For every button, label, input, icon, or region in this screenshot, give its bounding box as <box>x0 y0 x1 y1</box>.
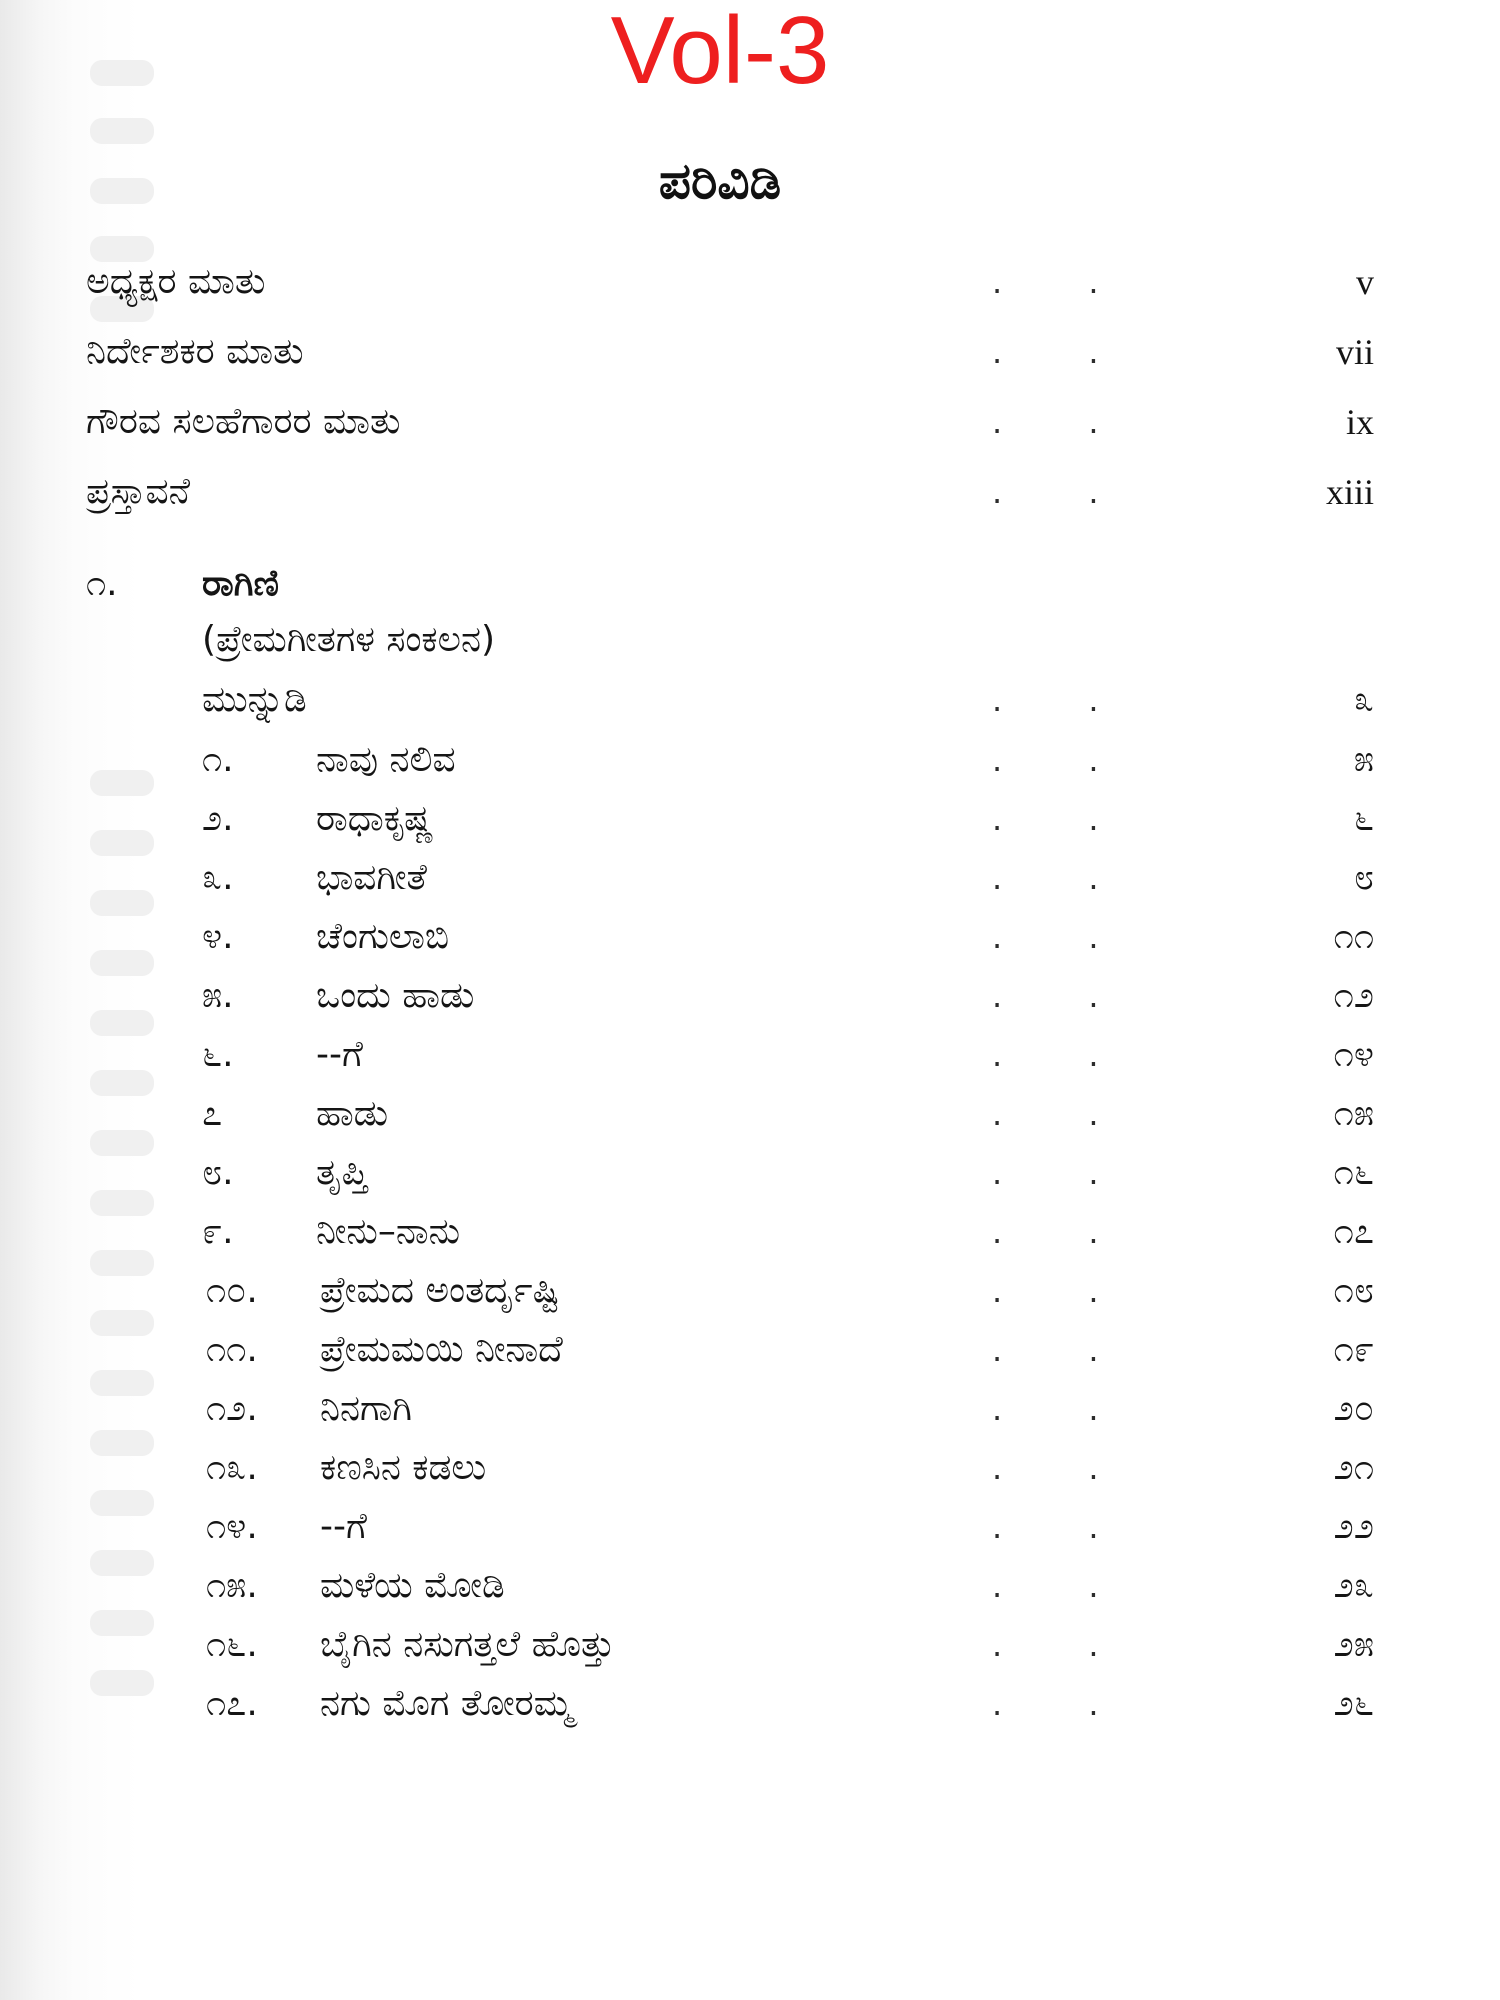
page-number: ೬ <box>1353 798 1374 839</box>
dot-leader: . . <box>992 473 1137 511</box>
entry-title: ಪ್ರೇಮದ ಅಂತರ್ದೃಷ್ಟಿ <box>320 1270 560 1311</box>
toc-entry <box>0 1379 1500 1439</box>
dot-leader: . . <box>992 403 1137 441</box>
dot-leader: . . <box>992 681 1137 719</box>
entry-number: ೬. <box>202 1034 234 1075</box>
contents-heading: ಪರಿವಿಡಿ <box>658 152 782 210</box>
section-number: ೧. <box>86 563 118 604</box>
toc-entry-preface <box>0 670 1500 730</box>
volume-label: Vol-3 <box>610 0 830 104</box>
toc-entry <box>0 1438 1500 1498</box>
page-number: ೨೩ <box>1333 1565 1374 1606</box>
entry-number: ೧೦. <box>206 1270 258 1311</box>
dot-leader: . . <box>992 1685 1137 1723</box>
entry-title: ನಾವು ನಲಿವ <box>316 739 456 780</box>
toc-entry <box>0 907 1500 967</box>
page-number: ೧೧ <box>1333 916 1374 957</box>
toc-entry-front-matter <box>0 392 1500 452</box>
entry-number: ೧೫. <box>206 1565 258 1606</box>
dot-leader: . . <box>992 1449 1137 1487</box>
dot-leader: . . <box>992 1154 1137 1192</box>
toc-entry <box>0 966 1500 1026</box>
entry-number: ೧೭. <box>206 1683 258 1724</box>
dot-leader: . . <box>992 1272 1137 1310</box>
entry-number: ೨. <box>202 798 234 839</box>
entry-title: ನೀನು–ನಾನು <box>316 1211 461 1252</box>
dot-leader: . . <box>992 859 1137 897</box>
entry-title: ತೃಪ್ತಿ <box>316 1152 368 1193</box>
toc-entry-front-matter <box>0 252 1500 312</box>
entry-number: ೪. <box>202 916 234 957</box>
toc-entry <box>0 848 1500 908</box>
entry-title: ಮಳೆಯ ಮೋಡಿ <box>320 1565 505 1606</box>
entry-title: ರಾಧಾಕೃಷ್ಣ <box>316 798 434 839</box>
dot-leader: . . <box>992 977 1137 1015</box>
entry-title: ಗೌರವ ಸಲಹೆಗಾರರ ಮಾತು <box>86 401 401 442</box>
entry-title: ನಿನಗಾಗಿ <box>320 1388 412 1429</box>
page-number: ೨೬ <box>1333 1683 1374 1724</box>
entry-number: ೭ <box>202 1093 223 1134</box>
entry-title: ಚೆಂಗುಲಾಬಿ <box>316 916 450 957</box>
dot-leader: . . <box>992 1213 1137 1251</box>
dot-leader: . . <box>992 1567 1137 1605</box>
page-number: ೨೧ <box>1333 1447 1374 1488</box>
entry-title: --ಗೆ <box>320 1506 367 1547</box>
toc-entry <box>0 1202 1500 1262</box>
toc-entry-front-matter <box>0 462 1500 522</box>
page-number: ೨೫ <box>1333 1624 1374 1665</box>
dot-leader: . . <box>992 1036 1137 1074</box>
entry-number: ೧೧. <box>206 1329 258 1370</box>
section-header <box>0 554 1500 614</box>
page-number: ೫ <box>1353 739 1374 780</box>
section-subtitle: (ಪ್ರೇಮಗೀತಗಳ ಸಂಕಲನ) <box>202 619 496 660</box>
dot-leader: . . <box>992 1095 1137 1133</box>
dot-leader: . . <box>992 800 1137 838</box>
section-title: ರಾಗಿಣಿ <box>202 563 279 604</box>
entry-title: --ಗೆ <box>316 1034 363 1075</box>
entry-title: ಭಾವಗೀತೆ <box>316 857 427 898</box>
page-number: vii <box>1335 332 1374 372</box>
page-number: ೧೬ <box>1333 1152 1374 1193</box>
entry-number: ೮. <box>202 1152 234 1193</box>
entry-title: ಹಾಡು <box>316 1093 389 1134</box>
entry-title: ಪ್ರೇಮಮಯಿ ನೀನಾದೆ <box>320 1329 563 1370</box>
page-number: ೧೪ <box>1333 1034 1374 1075</box>
entry-title: ಅಧ್ಯಕ್ಷರ ಮಾತು <box>86 261 266 302</box>
page-number: ೨೦ <box>1333 1388 1374 1429</box>
toc-entry <box>0 1320 1500 1380</box>
page-number: v <box>1356 262 1374 302</box>
dot-leader: . . <box>992 1331 1137 1369</box>
entry-number: ೧೪. <box>206 1506 258 1547</box>
page-number: ೧೭ <box>1333 1211 1374 1252</box>
page-number: ೨೨ <box>1333 1506 1374 1547</box>
page-number: ೧೫ <box>1333 1093 1374 1134</box>
dot-leader: . . <box>992 333 1137 371</box>
entry-title: ನಗು ಮೊಗ ತೋರಮ್ಮ <box>320 1683 573 1724</box>
entry-title: ಒಂದು ಹಾಡು <box>316 975 475 1016</box>
dot-leader: . . <box>992 918 1137 956</box>
page-number: ೩ <box>1353 679 1374 720</box>
entry-number: ೧೬. <box>206 1624 258 1665</box>
page-number: ೧೯ <box>1333 1329 1374 1370</box>
toc-entry <box>0 789 1500 849</box>
toc-entry <box>0 1497 1500 1557</box>
entry-number: ೧೩. <box>206 1447 258 1488</box>
toc-entry-front-matter <box>0 322 1500 382</box>
toc-entry <box>0 730 1500 790</box>
dot-leader: . . <box>992 1390 1137 1428</box>
entry-number: ೧೨. <box>206 1388 258 1429</box>
section-subtitle-row <box>0 610 1500 670</box>
dot-leader: . . <box>992 263 1137 301</box>
dot-leader: . . <box>992 1508 1137 1546</box>
page-number: ೮ <box>1353 857 1374 898</box>
toc-entry <box>0 1143 1500 1203</box>
toc-entry <box>0 1615 1500 1675</box>
entry-title: ಬೈಗಿನ ನಸುಗತ್ತಲೆ ಹೊತ್ತು <box>320 1624 615 1665</box>
dot-leader: . . <box>992 741 1137 779</box>
entry-title: ಮುನ್ನುಡಿ <box>202 679 307 720</box>
dot-leader: . . <box>992 1626 1137 1664</box>
entry-number: ೩. <box>202 857 234 898</box>
page-number: ೧೨ <box>1333 975 1374 1016</box>
toc-entry <box>0 1556 1500 1616</box>
page-number: xiii <box>1325 472 1374 512</box>
toc-entry <box>0 1261 1500 1321</box>
entry-number: ೧. <box>202 739 234 780</box>
entry-title: ಪ್ರಸ್ತಾವನೆ <box>86 471 191 512</box>
entry-title: ಕಣಸಿನ ಕಡಲು <box>320 1447 487 1488</box>
page-number: ೧೮ <box>1333 1270 1374 1311</box>
toc-entry <box>0 1084 1500 1144</box>
toc-entry <box>0 1674 1500 1734</box>
entry-number: ೯. <box>202 1211 234 1252</box>
toc-entry <box>0 1025 1500 1085</box>
page-number: ix <box>1345 402 1374 442</box>
entry-number: ೫. <box>202 975 234 1016</box>
entry-title: ನಿರ್ದೇಶಕರ ಮಾತು <box>86 331 304 372</box>
